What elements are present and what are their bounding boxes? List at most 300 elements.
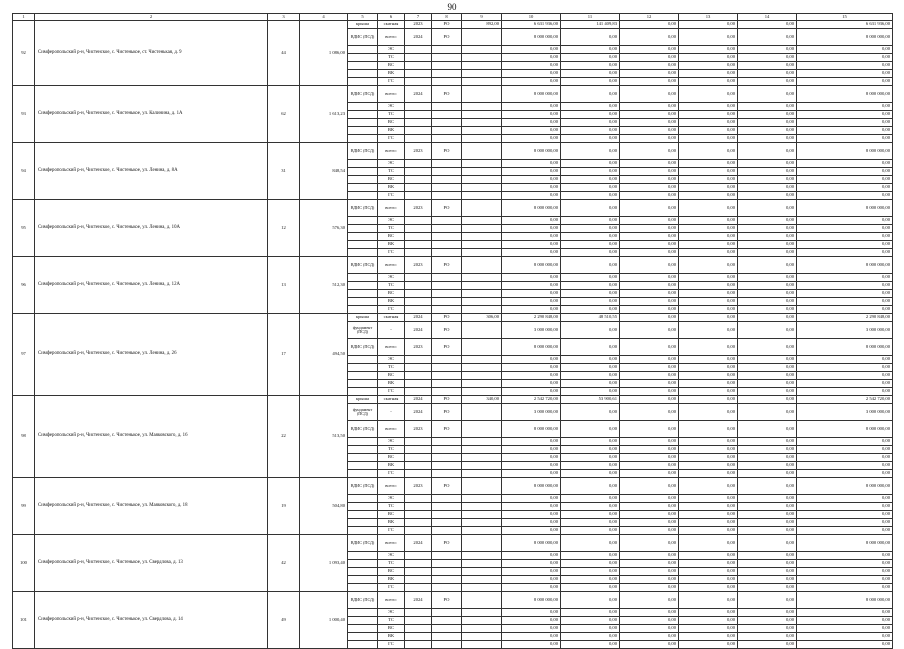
roof-type: скатная [378,314,405,322]
cost-value: 0,00 [620,225,679,233]
cost-value: 0,00 [679,225,738,233]
empty-cell [405,176,432,184]
cost-value: 0,00 [620,535,679,552]
empty-cell [348,356,378,364]
volume [462,339,502,356]
empty-cell [405,372,432,380]
empty-cell [348,552,378,560]
system-label: ВС [378,290,405,298]
cost-value: 0,00 [797,438,893,446]
cost-value: 0,00 [797,462,893,470]
year: 2024 [405,86,432,103]
table-row [13,592,893,609]
system-label: ТС [378,225,405,233]
cost-final: 2 542 720,00 [797,396,893,404]
year: 2023 [405,478,432,495]
empty-cell [405,127,432,135]
cost-value: 0,00 [620,86,679,103]
empty-cell [462,503,502,511]
empty-cell [405,576,432,584]
executor: РО [432,257,462,274]
empty-cell [405,111,432,119]
system-label: ТС [378,446,405,454]
cost-value: 0,00 [679,184,738,192]
cost-value: 0,00 [679,119,738,127]
cost-value: 0,00 [502,184,561,192]
system-label: ТС [378,168,405,176]
cost-value: 0,00 [797,527,893,535]
empty-cell [432,184,462,192]
work-type: ВДИС (ПСД) [348,200,378,217]
apartments-count: 12 [268,200,300,257]
cost-value: 0,00 [797,454,893,462]
system-label: ВС [378,511,405,519]
executor: РО [432,200,462,217]
cost-value: 0,00 [502,633,561,641]
system-label: ГС [378,527,405,535]
system-label: ЭС [378,274,405,282]
empty-cell [348,438,378,446]
cost-value: 0,00 [738,438,797,446]
empty-cell [348,454,378,462]
empty-cell [405,503,432,511]
empty-cell [432,633,462,641]
cost-value: 0,00 [620,396,679,404]
cost-value: 0,00 [738,86,797,103]
volume [462,404,502,421]
cost-value: 0,00 [502,568,561,576]
cost-value: 0,00 [679,192,738,200]
cost-value: 0,00 [620,527,679,535]
empty-cell [348,62,378,70]
empty-cell [348,560,378,568]
area-value: 1 000,40 [300,592,348,649]
table-row [13,86,893,103]
cost-value: 0,00 [502,364,561,372]
cost-value: 0,00 [679,404,738,421]
empty-cell [405,274,432,282]
empty-cell [432,241,462,249]
cost-value: 0,00 [797,609,893,617]
cost-value: 0,00 [502,462,561,470]
empty-cell [432,192,462,200]
cost-value: 0,00 [561,519,620,527]
system-label: ВК [378,519,405,527]
executor: РО [432,421,462,438]
work-type: ВДИС (ПСД) [348,478,378,495]
work-type: крыша [348,396,378,404]
cost-value: 0,00 [738,495,797,503]
cost-value: 0,00 [679,478,738,495]
address-cell: Симферопольский р-н, Чистенское, с. Чистенькое, ул. Маяковского, д. 16 [35,396,268,478]
cost-value: 0,00 [561,609,620,617]
cost-value: 0,00 [738,576,797,584]
apartments-count: 13 [268,257,300,314]
cost-total: 8 000 000,00 [502,478,561,495]
empty-cell [462,233,502,241]
empty-cell [462,241,502,249]
cost-value: 0,00 [561,306,620,314]
cost-value: 0,00 [502,233,561,241]
empty-cell [462,70,502,78]
cost-value: 0,00 [738,127,797,135]
empty-cell [348,119,378,127]
cost-value: 0,00 [561,364,620,372]
address-cell: Симферопольский р-н, Чистенское, с. Чистенькое, ул. Свердлова, д. 13 [35,535,268,592]
apartments-count: 62 [268,86,300,143]
area-value: 1 613,23 [300,86,348,143]
empty-cell [462,78,502,86]
cost-value: 0,00 [679,233,738,241]
system-label: ВС [378,454,405,462]
executor: РО [432,396,462,404]
table-row [13,535,893,552]
empty-cell [432,519,462,527]
cost-value: 0,00 [620,388,679,396]
cost-value: 0,00 [797,380,893,388]
system-label: ТС [378,364,405,372]
empty-cell [405,306,432,314]
system-label: ГС [378,306,405,314]
system-label: ВС [378,372,405,380]
cost-value: 0,00 [679,249,738,257]
year: 2024 [405,404,432,421]
cost-value: 0,00 [620,103,679,111]
empty-cell [462,54,502,62]
total-label: всего: [378,535,405,552]
cost-value: 0,00 [502,576,561,584]
year: 2023 [405,339,432,356]
cost-value: 0,00 [561,511,620,519]
cost-value: 0,00 [620,454,679,462]
cost-unit: 48 510,55 [561,314,620,322]
cost-value: 0,00 [738,372,797,380]
empty-cell [405,217,432,225]
empty-cell [432,470,462,478]
volume [462,322,502,339]
system-label: ГС [378,135,405,143]
cost-value: 0,00 [502,519,561,527]
empty-cell [432,54,462,62]
cost-value: 0,00 [679,29,738,46]
column-header: 4 [300,14,348,21]
cost-value: 0,00 [738,70,797,78]
cost-value: 0,00 [797,119,893,127]
cost-value: 0,00 [620,143,679,160]
cost-value: 0,00 [797,103,893,111]
cost-value: 0,00 [797,519,893,527]
cost-value: 0,00 [738,143,797,160]
cost-total: 8 000 000,00 [502,421,561,438]
empty-cell [348,225,378,233]
system-label: ЭС [378,46,405,54]
volume: 892,00 [462,21,502,29]
cost-value: 0,00 [738,257,797,274]
empty-cell [432,576,462,584]
empty-cell [462,641,502,649]
empty-cell [348,495,378,503]
empty-cell [432,495,462,503]
cost-value: 0,00 [620,119,679,127]
cost-value: 0,00 [679,527,738,535]
column-header: 9 [462,14,502,21]
cost-value: 0,00 [502,625,561,633]
cost-value: 0,00 [738,396,797,404]
cost-value: 0,00 [797,176,893,184]
cost-value: 0,00 [679,200,738,217]
header-row [13,14,893,21]
cost-value: 0,00 [620,274,679,282]
empty-cell [462,584,502,592]
empty-cell [348,176,378,184]
empty-cell [405,70,432,78]
cost-value: 0,00 [561,560,620,568]
cost-value: 0,00 [502,388,561,396]
volume [462,478,502,495]
empty-cell [348,446,378,454]
empty-cell [462,168,502,176]
cost-value: 0,00 [620,511,679,519]
cost-value: 0,00 [561,495,620,503]
cost-value: 0,00 [738,282,797,290]
system-label: ГС [378,249,405,257]
empty-cell [462,454,502,462]
cost-unit: 0,00 [561,404,620,421]
cost-value: 0,00 [797,576,893,584]
empty-cell [348,625,378,633]
cost-value: 0,00 [797,617,893,625]
cost-value: 0,00 [620,217,679,225]
empty-cell [348,46,378,54]
cost-value: 0,00 [738,249,797,257]
cost-value: 0,00 [502,527,561,535]
empty-cell [405,290,432,298]
empty-cell [348,576,378,584]
cost-value: 0,00 [679,584,738,592]
empty-cell [405,119,432,127]
cost-value: 0,00 [679,306,738,314]
cost-value: 0,00 [797,168,893,176]
row-number: 99 [13,478,35,535]
cost-total: 8 000 000,00 [502,86,561,103]
cost-value: 0,00 [620,192,679,200]
empty-cell [432,290,462,298]
cost-value: 0,00 [502,111,561,119]
executor: РО [432,314,462,322]
repair-schedule-table [12,13,893,649]
cost-value: 0,00 [797,282,893,290]
empty-cell [348,192,378,200]
cost-value: 0,00 [797,54,893,62]
cost-value: 0,00 [738,462,797,470]
cost-value: 0,00 [502,470,561,478]
cost-value: 0,00 [620,503,679,511]
cost-value: 0,00 [679,78,738,86]
apartments-count: 44 [268,21,300,86]
empty-cell [348,298,378,306]
empty-cell [405,364,432,372]
work-type: крыша [348,314,378,322]
total-label: всего: [378,86,405,103]
empty-cell [432,160,462,168]
roof-type: - [378,322,405,339]
cost-value: 0,00 [679,168,738,176]
column-header: 12 [620,14,679,21]
cost-value: 0,00 [502,217,561,225]
cost-value: 0,00 [797,568,893,576]
cost-value: 0,00 [502,119,561,127]
empty-cell [432,462,462,470]
cost-value: 0,00 [561,282,620,290]
cost-value: 0,00 [738,225,797,233]
cost-value: 0,00 [738,478,797,495]
empty-cell [405,241,432,249]
empty-cell [462,298,502,306]
work-type: ВДИС (ПСД) [348,339,378,356]
cost-value: 0,00 [679,388,738,396]
empty-cell [462,249,502,257]
cost-value: 0,00 [797,306,893,314]
cost-value: 0,00 [679,609,738,617]
cost-value: 0,00 [797,111,893,119]
cost-value: 0,00 [797,356,893,364]
empty-cell [405,135,432,143]
empty-cell [405,568,432,576]
empty-cell [462,46,502,54]
cost-value: 0,00 [679,633,738,641]
work-type: ВДИС (ПСД) [348,257,378,274]
cost-value: 0,00 [561,641,620,649]
empty-cell [405,54,432,62]
cost-value: 0,00 [679,111,738,119]
cost-value: 0,00 [620,127,679,135]
cost-value: 0,00 [738,388,797,396]
cost-value: 0,00 [738,160,797,168]
cost-value: 0,00 [502,160,561,168]
cost-value: 0,00 [502,62,561,70]
cost-value: 0,00 [679,314,738,322]
system-label: ВС [378,119,405,127]
column-header: 3 [268,14,300,21]
executor: РО [432,322,462,339]
empty-cell [405,625,432,633]
year: 2024 [405,396,432,404]
empty-cell [462,388,502,396]
cost-value: 0,00 [797,46,893,54]
system-label: ВС [378,568,405,576]
work-type: крыша [348,21,378,29]
cost-value: 0,00 [738,233,797,241]
volume [462,143,502,160]
executor: РО [432,29,462,46]
empty-cell [348,372,378,380]
cost-value: 0,00 [797,241,893,249]
cost-value: 0,00 [797,364,893,372]
system-label: ЭС [378,217,405,225]
column-header: 5 [348,14,378,21]
system-label: ЭС [378,356,405,364]
empty-cell [405,462,432,470]
cost-value: 0,00 [679,454,738,462]
cost-value: 0,00 [797,249,893,257]
cost-value: 0,00 [561,274,620,282]
empty-cell [462,527,502,535]
system-label: ВС [378,176,405,184]
cost-value: 0,00 [502,298,561,306]
empty-cell [405,78,432,86]
empty-cell [348,470,378,478]
cost-value: 0,00 [738,200,797,217]
executor: РО [432,592,462,609]
cost-value: 0,00 [797,225,893,233]
system-label: ТС [378,54,405,62]
cost-value: 0,00 [797,184,893,192]
cost-value: 0,00 [620,241,679,249]
cost-value: 0,00 [797,233,893,241]
cost-value: 0,00 [679,339,738,356]
cost-value: 0,00 [620,257,679,274]
apartments-count: 22 [268,396,300,478]
cost-value: 0,00 [738,503,797,511]
empty-cell [432,298,462,306]
cost-value: 0,00 [561,527,620,535]
cost-total: 2 542 720,00 [502,396,561,404]
cost-value: 0,00 [502,552,561,560]
row-number: 93 [13,86,35,143]
empty-cell [432,388,462,396]
cost-value: 0,00 [620,54,679,62]
cost-value: 0,00 [620,592,679,609]
address-cell: Симферопольский р-н, Чистенское, с. Чистенькое, ул. Маяковского, д. 18 [35,478,268,535]
cost-value: 0,00 [738,519,797,527]
cost-value: 0,00 [679,396,738,404]
cost-value: 0,00 [620,470,679,478]
year: 2023 [405,21,432,29]
system-label: ТС [378,282,405,290]
empty-cell [432,609,462,617]
cost-value: 0,00 [738,470,797,478]
table-row [13,478,893,495]
cost-value: 0,00 [561,135,620,143]
cost-value: 0,00 [797,633,893,641]
empty-cell [348,503,378,511]
column-header: 13 [679,14,738,21]
row-number: 100 [13,535,35,592]
system-label: ГС [378,584,405,592]
cost-value: 0,00 [620,462,679,470]
system-label: ВК [378,127,405,135]
executor: РО [432,478,462,495]
empty-cell [348,609,378,617]
cost-value: 0,00 [738,446,797,454]
empty-cell [405,160,432,168]
empty-cell [462,364,502,372]
table-row [13,257,893,274]
cost-value: 0,00 [797,160,893,168]
cost-value: 0,00 [561,625,620,633]
cost-value: 0,00 [620,322,679,339]
cost-total: 6 631 936,00 [502,21,561,29]
cost-value: 0,00 [738,584,797,592]
cost-value: 0,00 [679,641,738,649]
system-label: ЭС [378,609,405,617]
apartments-count: 31 [268,143,300,200]
cost-value: 0,00 [561,62,620,70]
empty-cell [405,380,432,388]
cost-value: 0,00 [502,282,561,290]
cost-value: 0,00 [561,339,620,356]
cost-value: 0,00 [620,380,679,388]
